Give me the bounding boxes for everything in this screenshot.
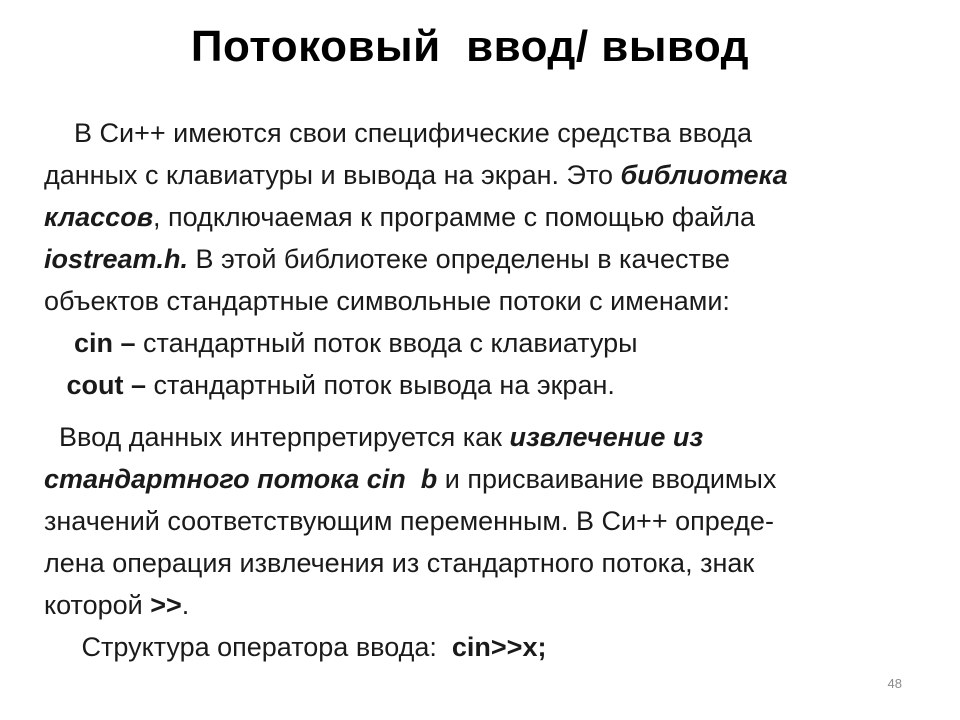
para1-line-1 xyxy=(44,112,924,154)
para2-text-2b: и присваивание вводимых xyxy=(437,464,777,494)
para2-text-4: лена операция извлечения из стандартного потока, знак xyxy=(44,548,755,578)
structure-line xyxy=(44,626,924,668)
para1-text-3b: , подключаемая к программе с помощью файла xyxy=(153,202,755,232)
para1-line-4 xyxy=(44,238,924,280)
cin-desc: стандартный поток ввода с клавиатуры xyxy=(135,328,638,358)
cout-line xyxy=(44,364,924,406)
cin-line xyxy=(44,322,924,364)
term-library: библиотека xyxy=(620,160,788,190)
term-standard-stream: стандартного потока cin b xyxy=(44,464,438,494)
term-classes: классов xyxy=(44,202,154,232)
para1-line-5 xyxy=(44,280,924,322)
paragraph-gap xyxy=(44,406,924,416)
slide-body xyxy=(44,112,924,668)
para1-text-4b: В этой библиотеке определены в качестве xyxy=(188,244,730,274)
para2-text-5c: . xyxy=(181,590,190,620)
cout-name: cout – xyxy=(66,370,147,400)
para1-line-2 xyxy=(44,154,924,196)
para2-line-2 xyxy=(44,458,924,500)
term-extraction: извлечение из xyxy=(509,422,704,452)
structure-label: Структура оператора ввода: xyxy=(81,632,452,662)
para2-text-5a: которой xyxy=(44,590,151,620)
cin-name: cin – xyxy=(74,328,136,358)
para2-line-4 xyxy=(44,542,924,584)
para2-line-3 xyxy=(44,500,924,542)
para1-line-3 xyxy=(44,196,924,238)
para2-line-5 xyxy=(44,584,924,626)
cout-desc: стандартный поток вывода на экран. xyxy=(146,370,615,400)
extraction-operator: >> xyxy=(150,590,182,620)
para1-text-5: объектов стандартные символьные потоки с именами: xyxy=(44,286,730,316)
para1-text-1: В Си++ имеются свои специфические средства ввода xyxy=(74,118,752,148)
slide-title: Потоковый ввод/ вывод xyxy=(190,22,750,71)
para2-text-3: значений соответствующим переменным. В Си++ опреде- xyxy=(44,506,774,536)
structure-code: cin>>x; xyxy=(451,632,547,662)
para1-text-2a: данных с клавиатуры и вывода на экран. Это xyxy=(44,160,621,190)
term-iostream: iostream.h. xyxy=(44,244,189,274)
para2-text-1a: Ввод данных интерпретируется как xyxy=(59,422,510,452)
page-number: 48 xyxy=(887,676,902,691)
para2-line-1 xyxy=(44,416,924,458)
